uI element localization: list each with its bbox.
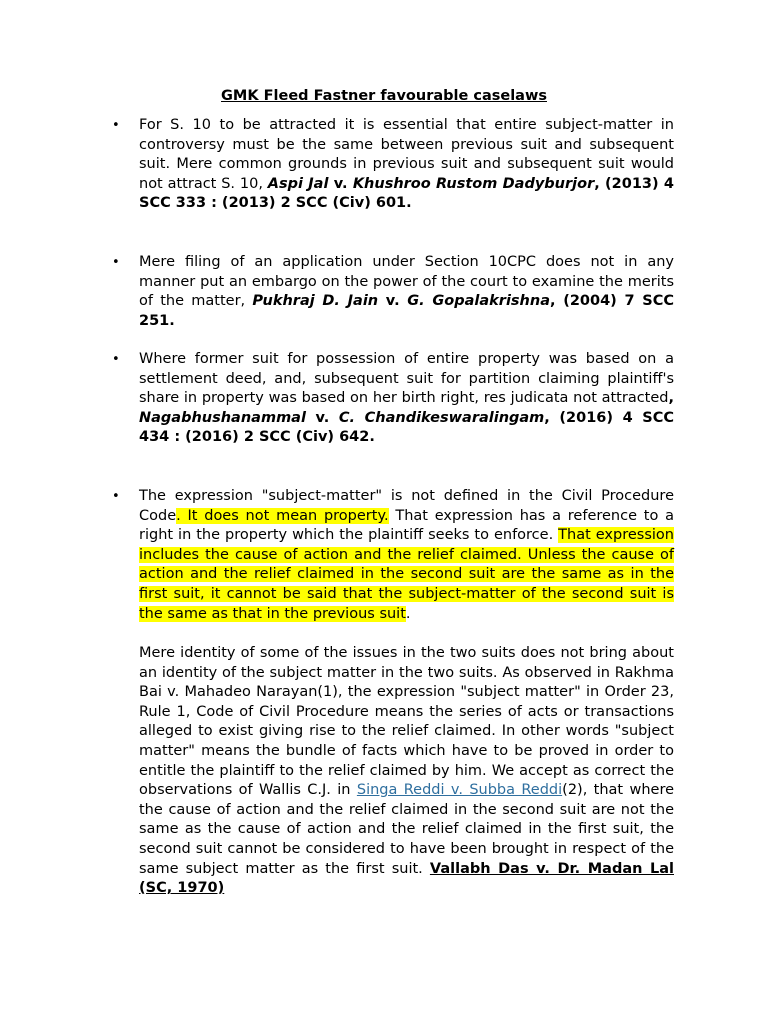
case-citation: , (2016) 4 SCC 434 : (2016) 2 SCC (Civ) 642. (139, 409, 674, 446)
caselaw-item-2 (112, 253, 675, 331)
caselaw-item-3 (112, 350, 674, 448)
highlighted-text: That expression includes the cause of action and the relief claimed. Unless the cause of action and the relief claimed in the second suit are the same as in the first suit, it cannot be said that the subject-matter of the second suit is the same as that in the previous suit (139, 527, 674, 622)
case-comma: , (668, 390, 674, 407)
case-citation: , (2013) 4 SCC 333 : (2013) 2 SCC (Civ) 601. (139, 175, 675, 212)
case-party: C. Chandikeswaralingam (338, 409, 545, 426)
case-party: G. Gopalakrishna (407, 293, 550, 310)
paragraph-text: (2), that where the cause of action and the relief claimed in the second suit are not the same as the cause of action and the relief claimed in the first suit, the second suit cannot be considered to have been brought in respect of the same subject matter as the first suit. (139, 782, 675, 877)
item-text: Mere filing of an application under Section 10CPC does not in any manner put an embargo on the power of the court to examine the merits of the matter, (139, 254, 674, 310)
item-text: For S. 10 to be attracted it is essential that entire subject-matter in controversy must be the same between previous suit and subsequent suit. Mere common grounds in previous suit and subsequent suit would not attract S. 10, (139, 117, 674, 192)
bullet-icon: • (112, 255, 120, 270)
case-link[interactable]: Singa Reddi v. Subba Reddi (356, 782, 563, 799)
case-versus: v. (305, 409, 339, 426)
item-text: Where former suit for possession of entire property was based on a settlement deed, and, subsequent suit for partition claiming plaintiff's share in property was based on her birth right, res judicata not attracted (139, 351, 674, 407)
case-party: Pukhraj D. Jain (252, 293, 379, 310)
bullet-icon: • (112, 118, 120, 133)
bullet-icon: • (112, 352, 120, 367)
document-title: GMK Fleed Fastner favourable caselaws (221, 88, 547, 104)
bullet-icon: • (112, 489, 120, 504)
caselaw-item-4 (112, 487, 674, 624)
case-party: Nagabhushanammal (139, 409, 306, 426)
case-versus: v. (378, 293, 408, 310)
case-party: Khushroo Rustom Dadyburjor (352, 175, 595, 192)
highlighted-text: . It does not mean property. (176, 507, 389, 524)
item-text: The expression "subject-matter" is not defined in the Civil Procedure Code (139, 488, 674, 524)
paragraph-subject-matter (139, 644, 674, 899)
item-text: That expression has a reference to a right in the property which the plaintiff seeks to enforce. (139, 507, 674, 544)
case-party: Aspi Jal (267, 175, 329, 192)
paragraph-text: Mere identity of some of the issues in the two suits does not bring about an identity of the subject matter in the two suits. As observed in Rakhma Bai v. Mahadeo Narayan(1), the expression "subject matter" in Order 23, Rule 1, Code of Civil Procedure means the series of acts or transactions alleged to exist giving rise to the relief claimed. In other words "subject matter" means the bundle of facts which have to be proved in order to entitle the plaintiff to the relief claimed by him. We accept as correct the observations of Wallis C.J. in (139, 645, 674, 799)
case-citation: , (2004) 7 SCC 251. (139, 293, 675, 329)
case-reference: Vallabh Das v. Dr. Madan Lal (SC, 1970) (139, 860, 674, 897)
item-text: . (405, 605, 411, 622)
case-versus: v. (328, 175, 353, 192)
caselaw-item-1 (112, 116, 675, 214)
